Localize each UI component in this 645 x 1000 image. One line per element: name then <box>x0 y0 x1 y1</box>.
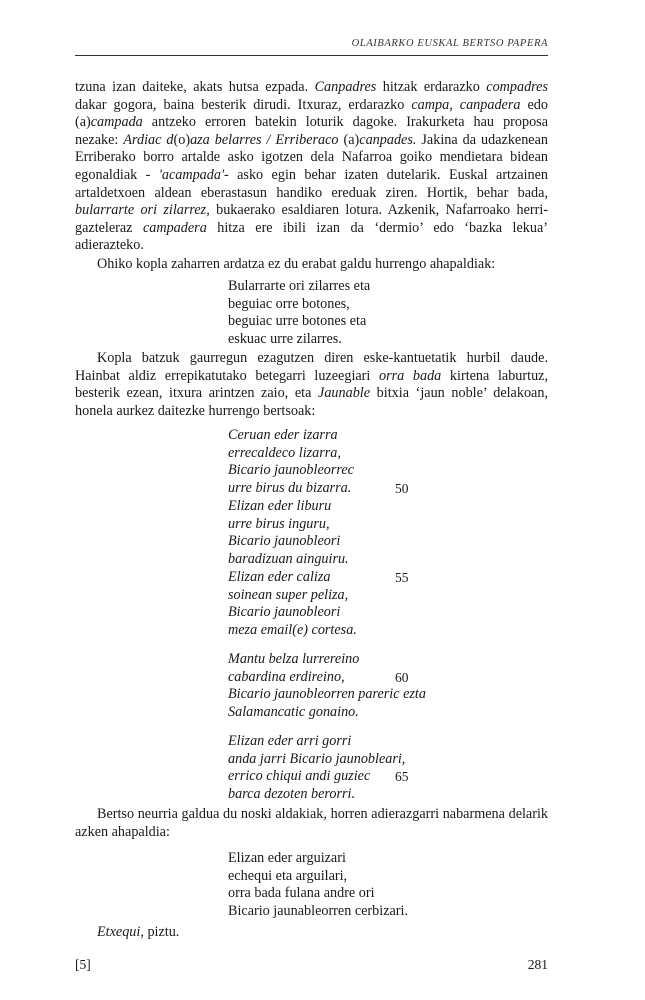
verse-block-1 <box>228 278 488 348</box>
verse-line: Salamancatic gonaino. <box>228 703 359 720</box>
verse-line: baradizuan ainguiru. <box>228 550 349 567</box>
verse-line: Bicario jaunobleorrec <box>228 462 354 479</box>
p5-italic: Etxequi, <box>97 924 144 940</box>
verse-line: Ceruan eder izarra <box>228 427 338 443</box>
verse-line: orra bada fulana andre ori <box>228 885 375 902</box>
verse-line-text: errico chiqui andi guziec <box>228 768 371 785</box>
verse-line: eskuac urre zilarres. <box>228 330 342 347</box>
paragraph-5 <box>75 924 548 942</box>
footer-page-number: 281 <box>527 957 548 972</box>
p1-italic: campadera <box>142 219 207 236</box>
verse-line: Bularrarte ori zilarres eta <box>228 278 371 294</box>
p3-text: Kopla batzuk gaurregun ezagutzen diren eske-kantuetatik hurbil daude. Hainbat aldiz errepikatutako betegarri luzeegiari <box>75 350 548 384</box>
stanza-4 <box>228 651 488 721</box>
verse-line <box>228 768 488 786</box>
header-rule <box>75 55 548 56</box>
p1-text: tzuna izan daiteke, akats hutsa ezpada. <box>75 79 315 95</box>
p1-text: (o) <box>173 131 191 148</box>
p1-italic: campada <box>90 114 143 131</box>
p3-text: bitxia ‘jaun noble’ delakoan, honela aurkez daitezke hurrengo bertsoak: <box>75 385 548 419</box>
verse-line-text: Elizan eder caliza <box>228 569 331 585</box>
p1-text: - asko egin behar izaten dutelarik. Euskal artzainen artaldetxoen aldean eberastasun handiko ereduak ziren. Hortik, behar bada, <box>75 166 549 201</box>
verse-line: Mantu belza lurrereino <box>228 651 360 667</box>
stanza-1 <box>228 427 488 497</box>
verse-line: Bicario jaunobleori <box>228 604 341 621</box>
verse-line-text: cabardina erdireino, <box>228 668 345 685</box>
verse-line: anda jarri Bicario jaunobleari, <box>228 750 406 767</box>
verse-line <box>228 480 488 498</box>
p1-italic: Canpadres <box>314 79 377 95</box>
p3-text: kirtena laburtuz, besterik ezean, itxura arintzen zaio, eta <box>75 367 549 402</box>
verse-line: Bicario jaunobleori <box>228 533 341 550</box>
p1-italic: bularrarte ori zilarrez, <box>75 202 210 219</box>
verse-line: Bicario jaunobleorren pareric ezta <box>228 686 426 703</box>
verse-line: errecaldeco lizarra, <box>228 444 341 461</box>
p1-text: hitzak erdarazko <box>376 79 487 95</box>
p1-text: dakar gogora, baina besterik dirudi. Itxuraz, erdarazko <box>75 96 412 113</box>
p1-italic: compadres <box>486 79 548 95</box>
line-number: 60 <box>395 669 409 685</box>
verse-line <box>228 569 488 587</box>
p1-text: hitza ere ibili izan da ‘dermio’ edo ‘bazka lekua’ adierazteko. <box>75 219 549 254</box>
verse-line: soinean super peliza, <box>228 586 349 603</box>
verse-line <box>228 669 488 687</box>
verse-block-6 <box>228 850 488 920</box>
verse-line: Elizan eder arri gorri <box>228 733 352 749</box>
stanza-2 <box>228 498 488 568</box>
verse-line: beguiac urre botones eta <box>228 313 367 330</box>
p3-italic: Jaunable <box>318 385 371 402</box>
p1-text: bukaerako esaldiaren lotura. Azkenik, Nafarroako herri-gazteleraz <box>75 202 549 236</box>
p5-text: piztu. <box>143 924 180 940</box>
paragraph-4 <box>75 806 548 841</box>
p1-text: (a) <box>338 131 360 148</box>
line-number: 65 <box>395 769 409 785</box>
footer-section-number: [5] <box>75 957 91 972</box>
p1-text: edo (a) <box>75 96 548 131</box>
p3-italic: orra bada <box>379 367 442 384</box>
verse-line: barca dezoten berorri. <box>228 785 356 802</box>
p1-italic: canpades. <box>359 131 417 148</box>
verse-line: echequi eta arguilari, <box>228 867 348 884</box>
p1-italic: 'acampada' <box>158 166 224 183</box>
paragraph-1 <box>75 79 548 255</box>
p1-text: Jakina da udazkenean Erriberako borro artalde asko igotzen dela Nafarroa goiko mendietara bidean egonaldiak - <box>75 131 548 183</box>
verse-line: urre birus inguru, <box>228 515 330 532</box>
stanza-5 <box>228 733 488 803</box>
stanza-3 <box>228 569 488 639</box>
line-number: 50 <box>395 480 409 496</box>
verse-line: Elizan eder arguizari <box>228 850 346 866</box>
paragraph-2: Ohiko kopla zaharren ardatza ez du erabat galdu hurrengo ahapaldiak: <box>97 256 496 272</box>
verse-line-text: urre birus du bizarra. <box>228 479 352 496</box>
line-number: 55 <box>395 570 409 585</box>
verse-line: beguiac orre botones, <box>228 295 350 312</box>
verse-line: Elizan eder liburu <box>228 498 332 514</box>
paragraph-3 <box>75 350 548 420</box>
verse-line: Bicario jaunableorren cerbizari. <box>228 902 409 919</box>
p1-italic: campa, canpadera <box>411 96 521 113</box>
p1-italic: Ardiac d <box>123 131 174 148</box>
verse-line: meza email(e) cortesa. <box>228 621 357 638</box>
paragraph-4-text: Bertso neurria galdua du noski aldakiak, horren adierazgarri nabarmena delarik azken ahapaldia: <box>75 806 548 840</box>
p1-text: antzeko erroren batekin loturik dagoke. Irakurketa hau proposa nezake: <box>75 114 548 148</box>
p1-italic: aza belarres / Erriberaco <box>190 131 339 148</box>
running-header: OLAIBARKO EUSKAL BERTSO PAPERA <box>351 38 548 49</box>
